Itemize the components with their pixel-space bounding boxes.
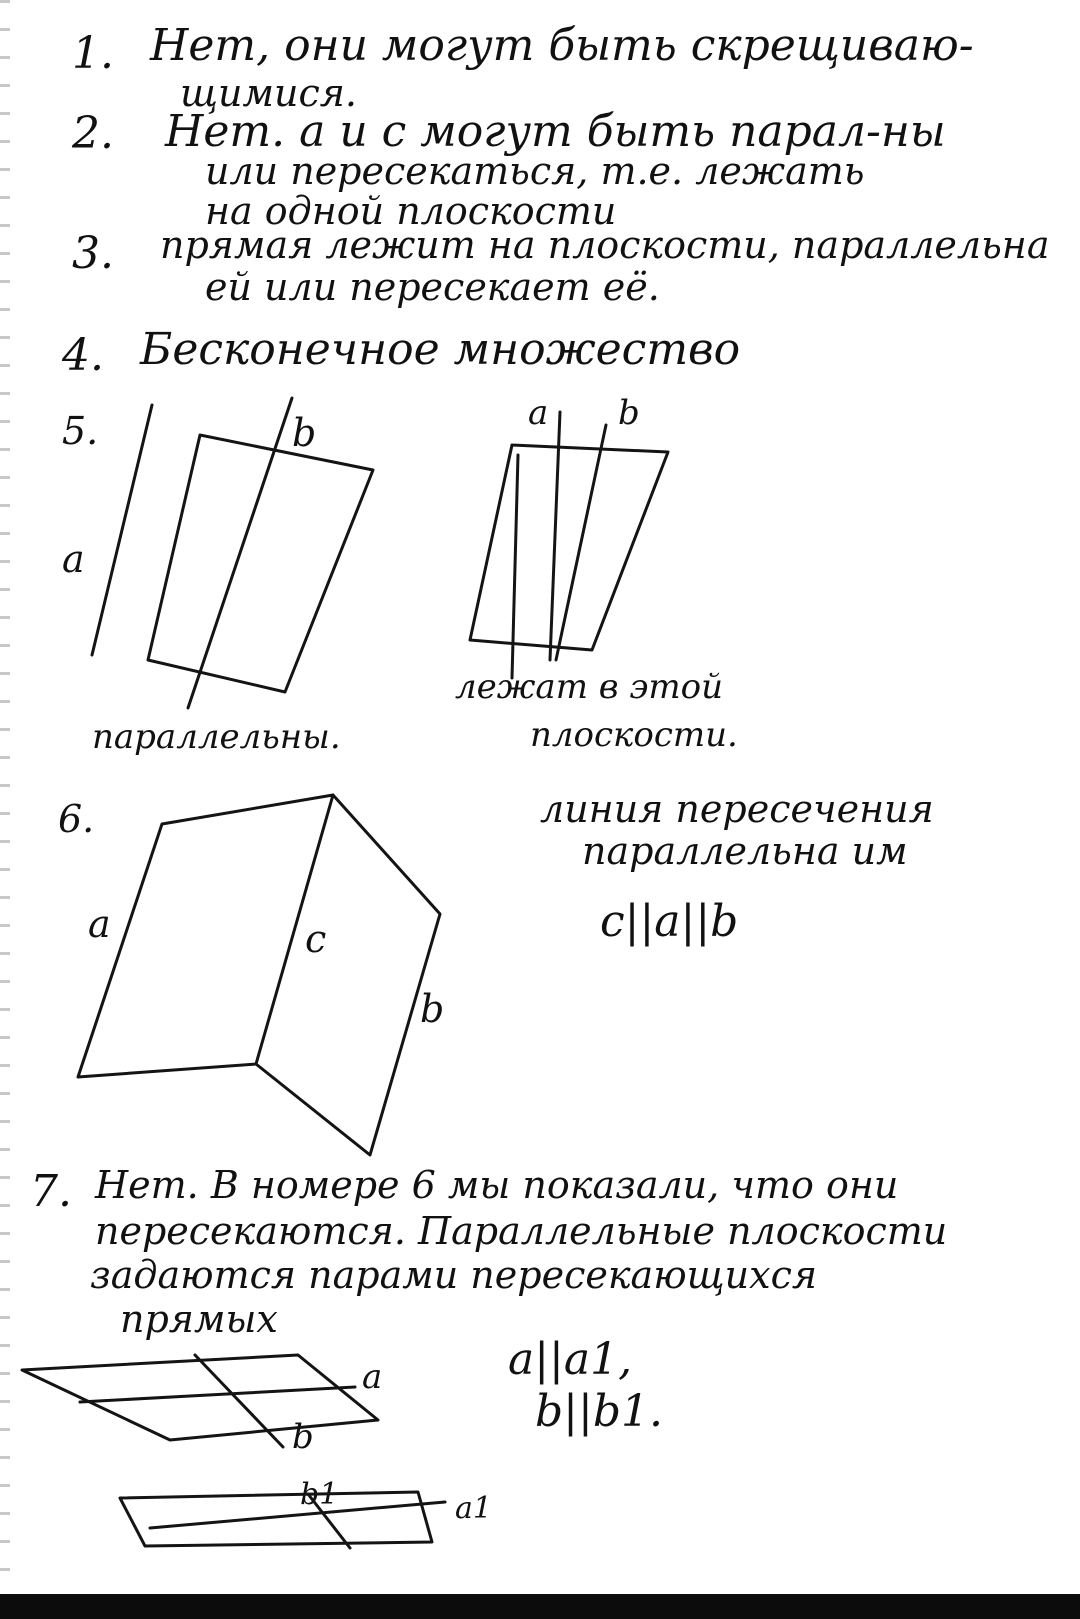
answer-5-caption-left: параллельны. bbox=[92, 717, 341, 757]
answer-7-label-a1: a1 bbox=[455, 1491, 492, 1526]
answer-6-label-b: b bbox=[420, 987, 445, 1031]
answer-1-number: 1. bbox=[72, 28, 114, 79]
answer-2-number: 2. bbox=[72, 108, 114, 159]
answer-5-number: 5. bbox=[62, 409, 99, 453]
answer-1-line-1: Нет, они могут быть скрещиваю- bbox=[150, 20, 974, 71]
answer-7-line-4: прямых bbox=[120, 1297, 278, 1341]
answer-3-line-1: прямая лежит на плоскости, параллельна bbox=[160, 223, 1050, 267]
fig7-plane-bottom bbox=[120, 1492, 432, 1546]
fig7-line-b1 bbox=[308, 1494, 350, 1548]
fig5-left-line-a bbox=[92, 405, 152, 655]
answer-6-number: 6. bbox=[58, 797, 95, 841]
answer-6-formula: c||a||b bbox=[600, 896, 739, 947]
fig5-right-plane bbox=[470, 445, 668, 650]
answer-7-line-3: задаются парами пересекающихся bbox=[90, 1253, 818, 1297]
answer-4-number: 4. bbox=[62, 330, 104, 381]
fig5-right-line-b bbox=[556, 425, 606, 660]
fig6-plane-right bbox=[256, 795, 440, 1155]
answer-6-label-c: c bbox=[305, 917, 327, 961]
answer-5-caption-right-2: плоскости. bbox=[530, 715, 738, 755]
fig7-line-a1 bbox=[150, 1502, 445, 1528]
scan-bottom-edge bbox=[0, 1594, 1080, 1619]
answer-5-label-b-right: b bbox=[618, 393, 640, 433]
answer-5-caption-right-1: лежат в этой bbox=[455, 667, 723, 707]
answer-6-note-1: линия пересечения bbox=[540, 787, 934, 831]
answer-7-label-b1: b1 bbox=[300, 1477, 339, 1512]
answer-7-line-2: пересекаются. Параллельные плоскости bbox=[95, 1209, 948, 1253]
answer-2-line-3: на одной плоскости bbox=[205, 189, 617, 233]
answer-7-formula-1: a||a1, bbox=[508, 1334, 633, 1385]
answer-7-label-a: a bbox=[362, 1357, 383, 1397]
fig7-plane-top bbox=[22, 1355, 378, 1440]
answer-5-label-a-right: a bbox=[528, 393, 549, 433]
fig5-right-line-a bbox=[550, 412, 560, 660]
answer-2-line-2: или пересекаться, т.е. лежать bbox=[205, 149, 865, 193]
answer-7-line-1: Нет. В номере 6 мы показали, что они bbox=[95, 1163, 899, 1207]
answer-7-label-b: b bbox=[292, 1417, 314, 1457]
answer-7-formula-2: b||b1. bbox=[535, 1386, 663, 1437]
answer-4-line-1: Бесконечное множество bbox=[140, 324, 741, 375]
answer-6-note-2: параллельна им bbox=[582, 829, 908, 873]
answer-5-label-a-left: a bbox=[62, 537, 85, 581]
answer-6-label-a: a bbox=[88, 902, 111, 946]
answer-5-label-b-left: b bbox=[292, 411, 317, 455]
fig7-line-a bbox=[80, 1387, 355, 1402]
answer-7-number: 7. bbox=[30, 1166, 72, 1217]
fig5-left-plane bbox=[148, 435, 373, 692]
answer-3-line-2: ей или пересекает её. bbox=[205, 265, 660, 309]
answer-2-line-1: Нет. a и c могут быть парал-ны bbox=[165, 106, 946, 157]
fig6-plane-left bbox=[78, 795, 333, 1077]
answer-3-number: 3. bbox=[72, 228, 114, 279]
answer-1-line-2: щимися. bbox=[180, 71, 358, 115]
